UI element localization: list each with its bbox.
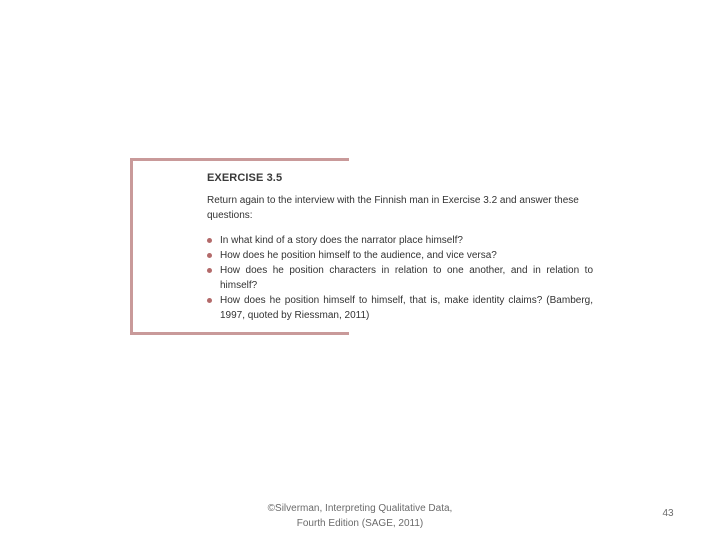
exercise-intro: Return again to the interview with the Finnish man in Exercise 3.2 and answer these questions:	[207, 195, 579, 221]
bullet-icon	[207, 238, 212, 243]
exercise-frame-top	[130, 158, 349, 161]
question-text: In what kind of a story does the narrator place himself?	[220, 235, 463, 246]
bullet-icon	[207, 253, 212, 258]
citation-line-2: Fourth Edition (SAGE, 2011)	[296, 518, 424, 529]
question-text: How does he position characters in relation to one another, and in relation to himself?	[220, 265, 593, 291]
list-item	[207, 293, 593, 323]
footer-citation	[230, 501, 490, 531]
exercise-frame-bottom	[130, 332, 349, 335]
list-item	[207, 248, 593, 263]
list-item	[207, 233, 593, 248]
exercise-frame-left	[130, 158, 133, 335]
page-number: 43	[662, 508, 674, 519]
list-item	[207, 263, 593, 293]
exercise-title: EXERCISE 3.5	[207, 172, 283, 184]
exercise-box	[130, 158, 600, 335]
bullet-icon	[207, 268, 212, 273]
exercise-question-list	[207, 233, 593, 323]
question-text: How does he position himself to the audience, and vice versa?	[220, 250, 497, 261]
question-text: How does he position himself to himself, that is, make identity claims? (Bamberg, 1997, quoted by Riessman, 2011)	[220, 295, 593, 321]
citation-line-1: ©Silverman, Interpreting Qualitative Data,	[267, 503, 453, 514]
bullet-icon	[207, 298, 212, 303]
